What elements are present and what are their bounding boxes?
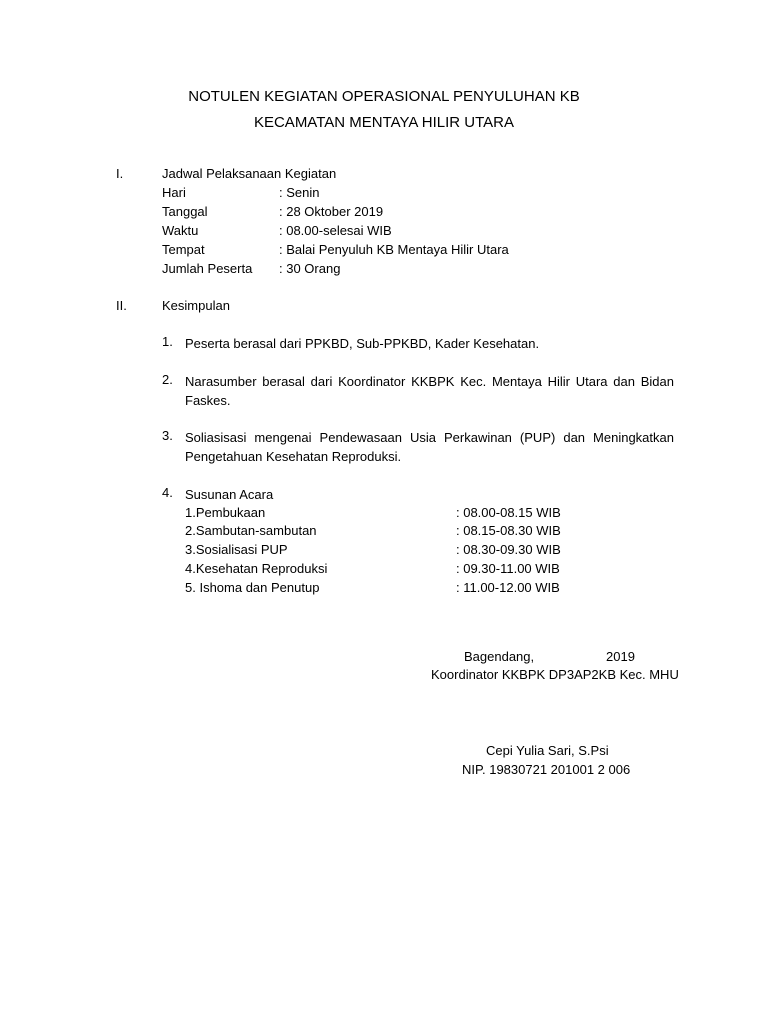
document-title-line-2: KECAMATAN MENTAYA HILIR UTARA (253, 114, 515, 131)
conclusion-item-3-number: 3. (162, 428, 173, 443)
agenda-item-4: 4.Kesehatan Reproduksi (185, 561, 328, 576)
signatory-name: Cepi Yulia Sari, S.Psi (486, 743, 609, 758)
section-1-numeral: I. (116, 166, 124, 181)
agenda-item-5: 5. Ishoma dan Penutup (185, 580, 320, 595)
schedule-label-participants: Jumlah Peserta (162, 261, 253, 276)
signatory-nip: NIP. 19830721 201001 2 006 (462, 762, 631, 777)
conclusion-item-3-text-line-2: Pengetahuan Kesehatan Reproduksi. (185, 449, 402, 464)
section-2-numeral: II. (116, 298, 127, 313)
agenda-item-2: 2.Sambutan-sambutan (185, 523, 317, 538)
agenda-time-4: : 09.30-11.00 WIB (456, 561, 560, 576)
conclusion-item-4-text: Susunan Acara (185, 487, 274, 502)
signature-year: 2019 (606, 649, 635, 664)
conclusion-item-4-number: 4. (162, 485, 173, 500)
schedule-value-time: : 08.00-selesai WIB (279, 223, 392, 238)
schedule-label-time: Waktu (162, 223, 199, 238)
schedule-value-participants: : 30 Orang (279, 261, 341, 276)
conclusion-item-1 (162, 334, 674, 353)
agenda-time-2: : 08.15-08.30 WIB (456, 523, 561, 538)
conclusion-item-2-text-line-1: Narasumber berasal dari Koordinator KKBPK Kec. Mentaya Hilir Utara dan Bidan (185, 374, 674, 389)
conclusion-item-1-number: 1. (162, 334, 173, 349)
agenda-time-1: : 08.00-08.15 WIB (456, 505, 561, 520)
signature-place: Bagendang, (464, 649, 535, 664)
section-2-heading: Kesimpulan (162, 298, 230, 313)
schedule-label-place: Tempat (162, 242, 205, 257)
conclusion-item-2-text-line-2: Faskes. (185, 393, 231, 408)
signature-position: Koordinator KKBPK DP3AP2KB Kec. MHU (431, 667, 679, 682)
document-title-line-1: NOTULEN KEGIATAN OPERASIONAL PENYULUHAN KB (188, 88, 580, 105)
agenda-item-1: 1.Pembukaan (185, 505, 266, 520)
schedule-value-place: : Balai Penyuluh KB Mentaya Hilir Utara (279, 242, 509, 257)
agenda-item-3: 3.Sosialisasi PUP (185, 542, 288, 557)
conclusion-item-2 (162, 372, 674, 410)
agenda-time-5: : 11.00-12.00 WIB (456, 580, 560, 595)
conclusion-item-3 (162, 428, 674, 466)
conclusion-item-3-text-line-1: Soliasisasi mengenai Pendewasaan Usia Perkawinan (PUP) dan Meningkatkan (185, 430, 674, 445)
schedule-label-day: Hari (162, 185, 186, 200)
schedule-value-day: : Senin (279, 185, 320, 200)
agenda-time-3: : 08.30-09.30 WIB (456, 542, 561, 557)
schedule-label-date: Tanggal (162, 204, 208, 219)
conclusion-item-2-number: 2. (162, 372, 173, 387)
schedule-value-date: : 28 Oktober 2019 (279, 204, 384, 219)
conclusion-item-4 (162, 485, 674, 504)
conclusion-item-1-text: Peserta berasal dari PPKBD, Sub-PPKBD, Kader Kesehatan. (185, 336, 540, 351)
section-1-heading: Jadwal Pelaksanaan Kegiatan (162, 166, 337, 181)
